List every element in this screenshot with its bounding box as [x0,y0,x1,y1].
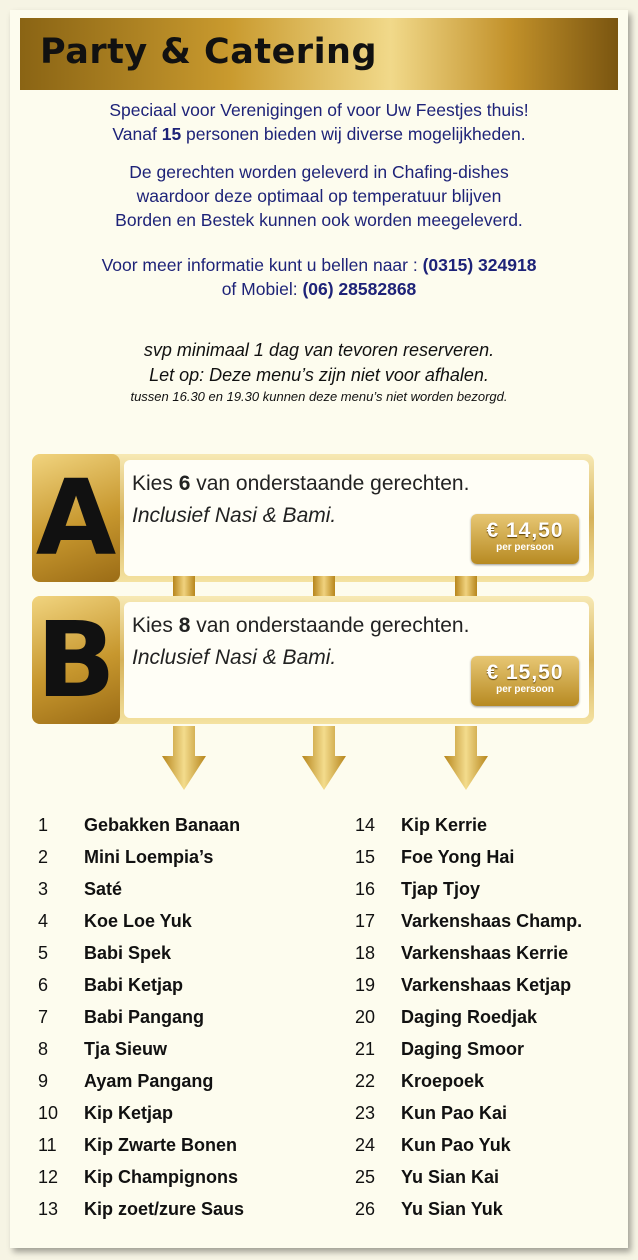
dish-number: 11 [38,1135,57,1155]
list-item [355,1001,582,1033]
dish-number: 12 [38,1167,59,1187]
menu-letter-a: A [32,454,120,582]
dish-name: Tja Sieuw [84,1039,168,1059]
dish-name: Koe Loe Yuk [84,911,192,931]
dish-name: Mini Loempia’s [84,847,214,867]
dish-name: Varkenshaas Champ. [401,911,583,931]
dish-number: 23 [355,1103,376,1123]
list-item [38,809,244,841]
dish-number: 18 [355,943,376,963]
list-item [38,1129,244,1161]
intro-text: personen bieden wij diverse mogelijkheden. [181,124,526,144]
dish-number: 8 [38,1039,49,1059]
contact-block [10,253,628,301]
dish-number: 5 [38,943,49,963]
dish-number: 25 [355,1167,376,1187]
price-per: per persoon [496,684,554,695]
list-item [38,1001,244,1033]
dish-name: Kip Champignons [84,1167,238,1187]
dish-number: 22 [355,1071,376,1091]
dish-number: 26 [355,1199,376,1219]
dish-number: 20 [355,1007,376,1027]
dish-count: 6 [178,472,191,495]
menu-a-choice [132,472,469,496]
dish-name: Babi Pangang [84,1007,205,1027]
dish-name: Kip Kerrie [401,815,488,835]
list-item [355,841,582,873]
menu-b-choice [132,614,469,638]
list-item [355,1065,582,1097]
notes-block [10,338,628,406]
menu-a-box [32,454,594,582]
intro-block-1 [10,98,628,146]
list-item [355,1033,582,1065]
dish-number: 7 [38,1007,49,1027]
mobile-label: of Mobiel: [221,279,303,299]
catering-card [10,10,628,1248]
dish-name: Daging Smoor [401,1039,525,1059]
list-item [38,1193,244,1225]
phone-line [10,253,628,277]
price-amount: € 15,50 [486,661,564,684]
intro-line: Borden en Bestek kunnen ook worden meegeleverd. [115,210,523,230]
menu-b-inclusive: Inclusief Nasi & Bami. [132,646,337,669]
note-line: svp minimaal 1 dag van tevoren reserveren. [143,340,495,360]
menu-letter-b: B [32,596,120,724]
list-item [355,809,582,841]
list-item [38,1097,244,1129]
dish-name: Tjap Tjoy [401,879,481,899]
list-item [38,841,244,873]
dish-name: Yu Sian Kai [401,1167,500,1187]
dish-name: Yu Sian Yuk [401,1199,503,1219]
intro-line: waardoor deze optimaal op temperatuur blijven [136,186,502,206]
list-item [38,873,244,905]
dish-number: 19 [355,975,376,995]
list-item [355,1097,582,1129]
intro-text: Vanaf [112,124,162,144]
menu-b-price-badge [471,656,579,706]
list-item [38,969,244,1001]
dish-number: 14 [355,815,376,835]
dish-number: 6 [38,975,49,995]
dish-number: 13 [38,1199,59,1219]
price-amount: € 14,50 [486,519,564,542]
arrow-down-icon [302,726,346,792]
list-item [355,873,582,905]
intro-line: De gerechten worden geleverd in Chafing-dishes [129,162,509,182]
kies-text: Kies [132,472,179,495]
list-item [355,937,582,969]
kies-rest: van onderstaande gerechten. [190,614,470,637]
dish-number: 16 [355,879,376,899]
list-item [38,1065,244,1097]
dish-name: Kun Pao Kai [401,1103,508,1123]
dish-number: 4 [38,911,49,931]
dish-number: 3 [38,879,49,899]
dish-name: Kun Pao Yuk [401,1135,511,1155]
dish-name: Kip zoet/zure Saus [84,1199,245,1219]
kies-text: Kies [132,614,179,637]
intro-line: Speciaal voor Verenigingen of voor Uw Feestjes thuis! [109,100,529,120]
intro-line [10,122,628,146]
list-item [355,969,582,1001]
min-persons: 15 [161,124,182,144]
menu-a-description [124,460,589,576]
list-item [38,905,244,937]
dish-name: Gebakken Banaan [84,815,241,835]
dish-name: Kip Zwarte Bonen [84,1135,238,1155]
dish-name: Daging Roedjak [401,1007,538,1027]
dish-name: Kroepoek [401,1071,485,1091]
dish-number: 1 [38,815,49,835]
dish-number: 9 [38,1071,49,1091]
note-line-small: tussen 16.30 en 19.30 kunnen deze menu’s niet worden bezorgd. [130,389,508,404]
header-banner [20,18,618,90]
phone-number: (0315) 324918 [422,255,537,275]
phone-label: Voor meer informatie kunt u bellen naar : [101,255,423,275]
dish-name: Kip Ketjap [84,1103,174,1123]
menu-a-inclusive: Inclusief Nasi & Bami. [132,504,337,527]
menu-b-description [124,602,589,718]
dish-list-right [355,809,582,1225]
price-per: per persoon [496,542,554,553]
list-item [38,937,244,969]
dish-name: Babi Spek [84,943,172,963]
dish-number: 21 [355,1039,376,1059]
dish-name: Varkenshaas Kerrie [401,943,569,963]
dish-name: Babi Ketjap [84,975,184,995]
list-item [355,1161,582,1193]
dish-number: 15 [355,847,376,867]
dish-number: 10 [38,1103,59,1123]
list-item [355,1129,582,1161]
dish-number: 24 [355,1135,376,1155]
arrow-down-icon [162,726,206,792]
list-item [355,905,582,937]
list-item [38,1033,244,1065]
menu-b-box [32,596,594,724]
note-line: Let op: Deze menu’s zijn niet voor afhalen. [149,365,489,385]
mobile-line [10,277,628,301]
dish-name: Foe Yong Hai [401,847,515,867]
list-item [38,1161,244,1193]
dish-name: Varkenshaas Ketjap [401,975,572,995]
dish-list-left [38,809,244,1225]
dish-count: 8 [178,614,191,637]
dish-name: Ayam Pangang [84,1071,214,1091]
dish-name: Saté [84,879,123,899]
dish-number: 17 [355,911,376,931]
intro-block-2 [10,160,628,232]
page-title: Party & Catering [40,32,378,72]
dish-number: 2 [38,847,49,867]
kies-rest: van onderstaande gerechten. [190,472,470,495]
menu-a-price-badge [471,514,579,564]
mobile-number: (06) 28582868 [302,279,417,299]
arrow-down-icon [444,726,488,792]
list-item [355,1193,582,1225]
